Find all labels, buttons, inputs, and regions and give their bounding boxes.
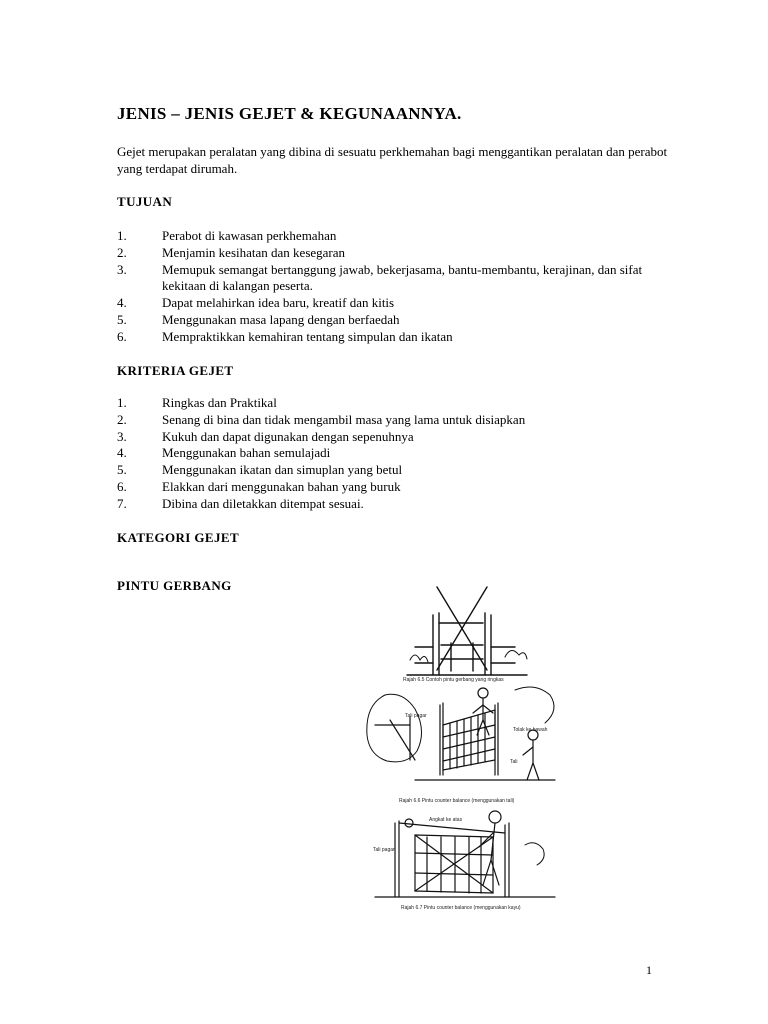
- figure-label-tali-pagar-2: Tali pagar: [373, 847, 395, 853]
- list-item-number: 1.: [117, 228, 127, 243]
- figure-caption-3: Rajah 6.7 Pintu counter balance (menggunakan kayu): [401, 905, 521, 911]
- list-item: [117, 245, 677, 262]
- list-item: [117, 479, 677, 496]
- list-item: [117, 312, 677, 329]
- list-tujuan: [117, 228, 677, 346]
- list-item-number: 5.: [117, 311, 127, 327]
- figure-label-angkat: Angkat ke atas: [429, 817, 463, 823]
- list-item-number: 3.: [117, 428, 127, 444]
- list-item-number: 6.: [117, 478, 127, 494]
- list-item-number: 1.: [117, 395, 127, 410]
- list-item: [117, 262, 677, 296]
- list-item-number: 5.: [117, 462, 127, 478]
- list-item-number: 3.: [117, 261, 127, 277]
- list-item-text: Menggunakan bahan semulajadi: [162, 445, 331, 461]
- figure-caption-2: Rajah 6.6 Pintu counter balance (menggunakan tali): [399, 798, 515, 804]
- figure-caption-1: Rajah 6.5 Contoh pintu gerbang yang ringkas: [403, 677, 504, 683]
- gateway-illustration: [355, 585, 565, 915]
- list-item: [117, 395, 677, 412]
- list-item-text: Kukuh dan dapat digunakan dengan sepenuhnya: [162, 428, 414, 444]
- list-item-text: Dibina dan diletakkan ditempat sesuai.: [162, 495, 364, 511]
- list-item: [117, 496, 677, 513]
- intro-paragraph: Gejet merupakan peralatan yang dibina di sesuatu perkhemahan bagi menggantikan peralatan dan perabot yang terdapat dirumah.: [117, 144, 668, 176]
- list-item-number: 4.: [117, 445, 127, 461]
- list-item: [117, 228, 677, 245]
- figure-label-tali-pagar: Tali pagar: [405, 713, 427, 719]
- list-item-text: Menggunakan ikatan dan simuplan yang betul: [162, 462, 403, 478]
- list-item: [117, 462, 677, 479]
- list-item-text: Ringkas dan Praktikal: [162, 395, 277, 410]
- page-title: JENIS – JENIS GEJET & KEGUNAANNYA.: [117, 104, 462, 123]
- heading-pintu-gerbang: PINTU GERBANG: [117, 578, 232, 593]
- list-item-number: 6.: [117, 328, 127, 344]
- list-item: [117, 329, 677, 346]
- list-item-text: Dapat melahirkan idea baru, kreatif dan kitis: [162, 295, 395, 311]
- list-item-text: Senang di bina dan tidak mengambil masa yang lama untuk disiapkan: [162, 411, 526, 427]
- list-item-number: 2.: [117, 411, 127, 427]
- list-item-number: 7.: [117, 495, 127, 511]
- list-item-text: Mempraktikkan kemahiran tentang simpulan dan ikatan: [162, 328, 453, 344]
- list-item: [117, 429, 677, 446]
- heading-kriteria: KRITERIA GEJET: [117, 363, 234, 378]
- list-item-text: Memupuk semangat bertanggung jawab, bekerjasama, bantu-membantu, kerajinan, dan sifat kekitaan di kalangan peserta.: [162, 261, 643, 294]
- page-number: 1: [646, 963, 652, 977]
- list-item-text: Menggunakan masa lapang dengan berfaedah: [162, 311, 400, 327]
- list-item-number: 2.: [117, 244, 127, 260]
- list-item: [117, 412, 677, 429]
- heading-kategori: KATEGORI GEJET: [117, 530, 240, 545]
- figure-label-tali: Tali: [510, 759, 518, 765]
- list-item-text: Menjamin kesihatan dan kesegaran: [162, 244, 346, 260]
- list-kriteria: [117, 395, 677, 513]
- list-item-text: Elakkan dari menggunakan bahan yang buruk: [162, 478, 401, 494]
- heading-tujuan: TUJUAN: [117, 194, 173, 209]
- list-item-number: 4.: [117, 295, 127, 311]
- list-item: [117, 295, 677, 312]
- figure-label-tolak: Tolak ke bawah: [513, 727, 548, 733]
- list-item-text: Perabot di kawasan perkhemahan: [162, 228, 337, 243]
- list-item: [117, 445, 677, 462]
